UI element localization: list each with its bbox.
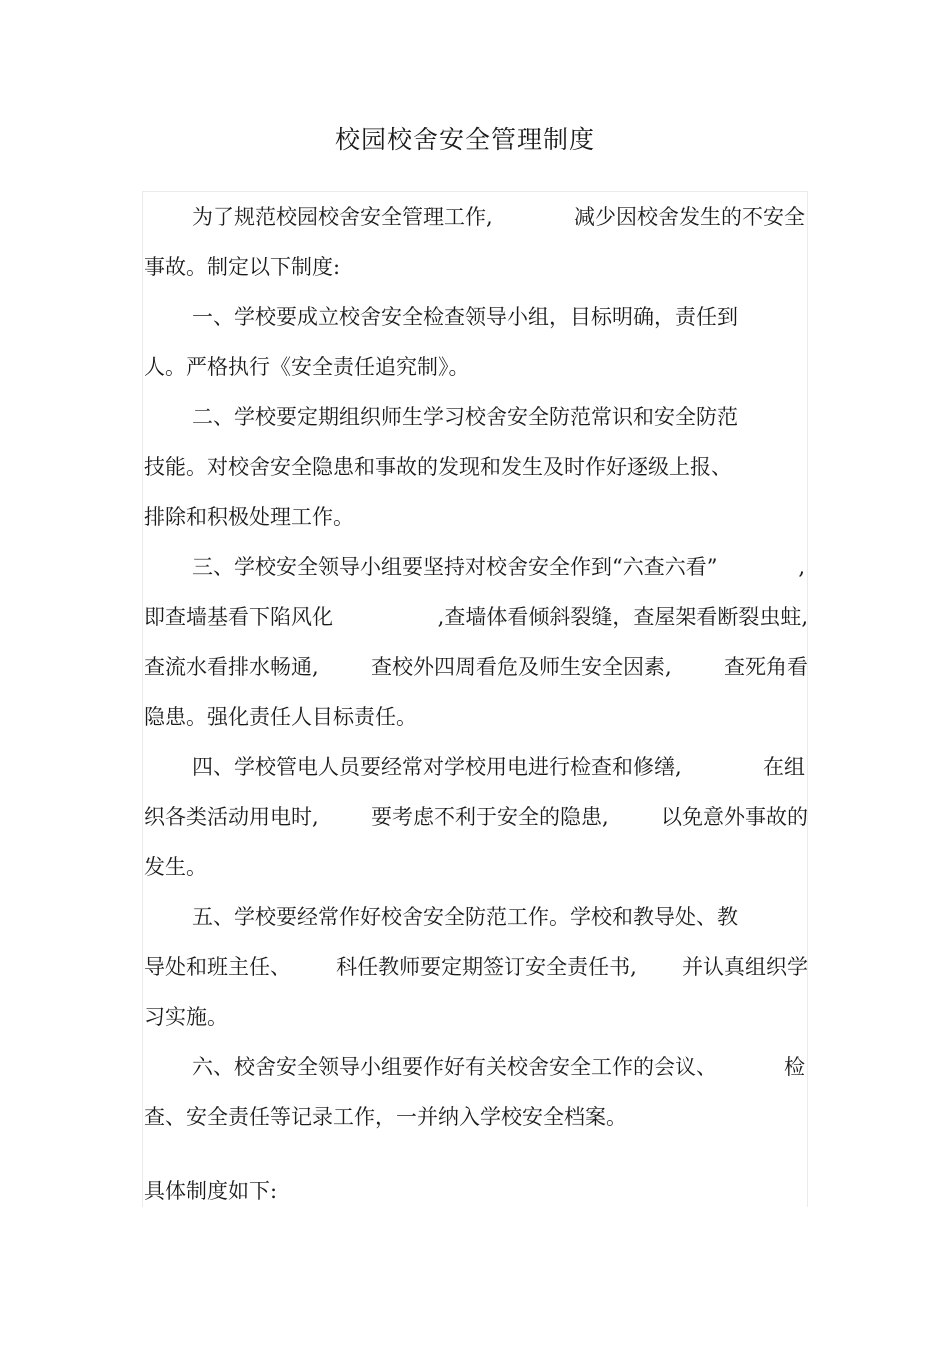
text-segment: ,查墙体看倾斜裂缝，查屋架看断裂虫蛀, (437, 605, 808, 629)
text-line (192, 197, 805, 237)
text-segment: 导处和班主任、 (144, 955, 291, 979)
text-line (144, 1171, 808, 1211)
text-line (144, 847, 808, 887)
text-segment: 要考虑不利于安全的隐患, (371, 805, 609, 829)
text-line (144, 947, 808, 987)
text-line (144, 647, 808, 687)
text-line (192, 747, 805, 787)
text-segment: 一、学校要成立校舍安全检查领导小组，目标明确，责任到 (192, 305, 738, 329)
text-segment: 六、校舍安全领导小组要作好有关校舍安全工作的会议、 (192, 1055, 717, 1079)
text-line (144, 597, 808, 637)
text-segment: 技能。对校舍安全隐患和事故的发现和发生及时作好逐级上报、 (144, 455, 732, 479)
text-line (192, 897, 805, 937)
text-segment: 并认真组织学 (682, 955, 808, 979)
text-line (144, 697, 808, 737)
text-segment: 查、安全责任等记录工作，一并纳入学校安全档案。 (144, 1105, 627, 1129)
text-segment: 科任教师要定期签订安全责任书, (336, 955, 637, 979)
text-line (144, 247, 808, 287)
page-title: 校园校舍安全管理制度 (334, 125, 595, 154)
text-line (192, 297, 805, 337)
text-segment: 二、学校要定期组织师生学习校舍安全防范常识和安全防范 (192, 405, 738, 429)
text-line (192, 397, 805, 437)
text-frame-top-border (142, 191, 808, 192)
text-frame-left-border (142, 191, 143, 1207)
text-segment: 隐患。强化责任人目标责任。 (144, 705, 417, 729)
text-line (192, 1047, 805, 1087)
text-line (144, 447, 808, 487)
text-segment: 以免意外事故的 (661, 805, 808, 829)
text-segment: 查流水看排水畅通, (144, 655, 319, 679)
text-segment: 习实施。 (144, 1005, 228, 1029)
text-segment: 在组 (763, 755, 805, 779)
text-line (144, 497, 808, 537)
text-segment: 事故。制定以下制度: (144, 255, 341, 279)
text-segment: , (798, 555, 805, 579)
text-line (144, 997, 808, 1037)
text-segment: 发生。 (144, 855, 207, 879)
text-segment: 三、学校安全领导小组要坚持对校舍安全作到“六查六看” (192, 555, 718, 579)
text-segment: 排除和积极处理工作。 (144, 505, 354, 529)
text-line (144, 797, 808, 837)
text-segment: 检 (784, 1055, 805, 1079)
text-segment: 查校外四周看危及师生安全因素, (371, 655, 672, 679)
text-segment: 四、学校管电人员要经常对学校用电进行检查和修缮, (192, 755, 682, 779)
text-segment: 五、学校要经常作好校舍安全防范工作。学校和教导处、教 (192, 905, 738, 929)
text-segment: 即查墙基看下陷风化 (144, 605, 333, 629)
text-line (144, 1097, 808, 1137)
text-line (144, 347, 808, 387)
text-segment: 具体制度如下: (144, 1179, 278, 1203)
text-line (192, 547, 805, 587)
text-segment: 减少因校舍发生的不安全 (574, 205, 805, 229)
text-segment: 为了规范校园校舍安全管理工作, (192, 205, 493, 229)
text-segment: 织各类活动用电时, (144, 805, 319, 829)
text-segment: 人。严格执行《安全责任追究制》。 (144, 355, 470, 379)
text-segment: 查死角看 (724, 655, 808, 679)
